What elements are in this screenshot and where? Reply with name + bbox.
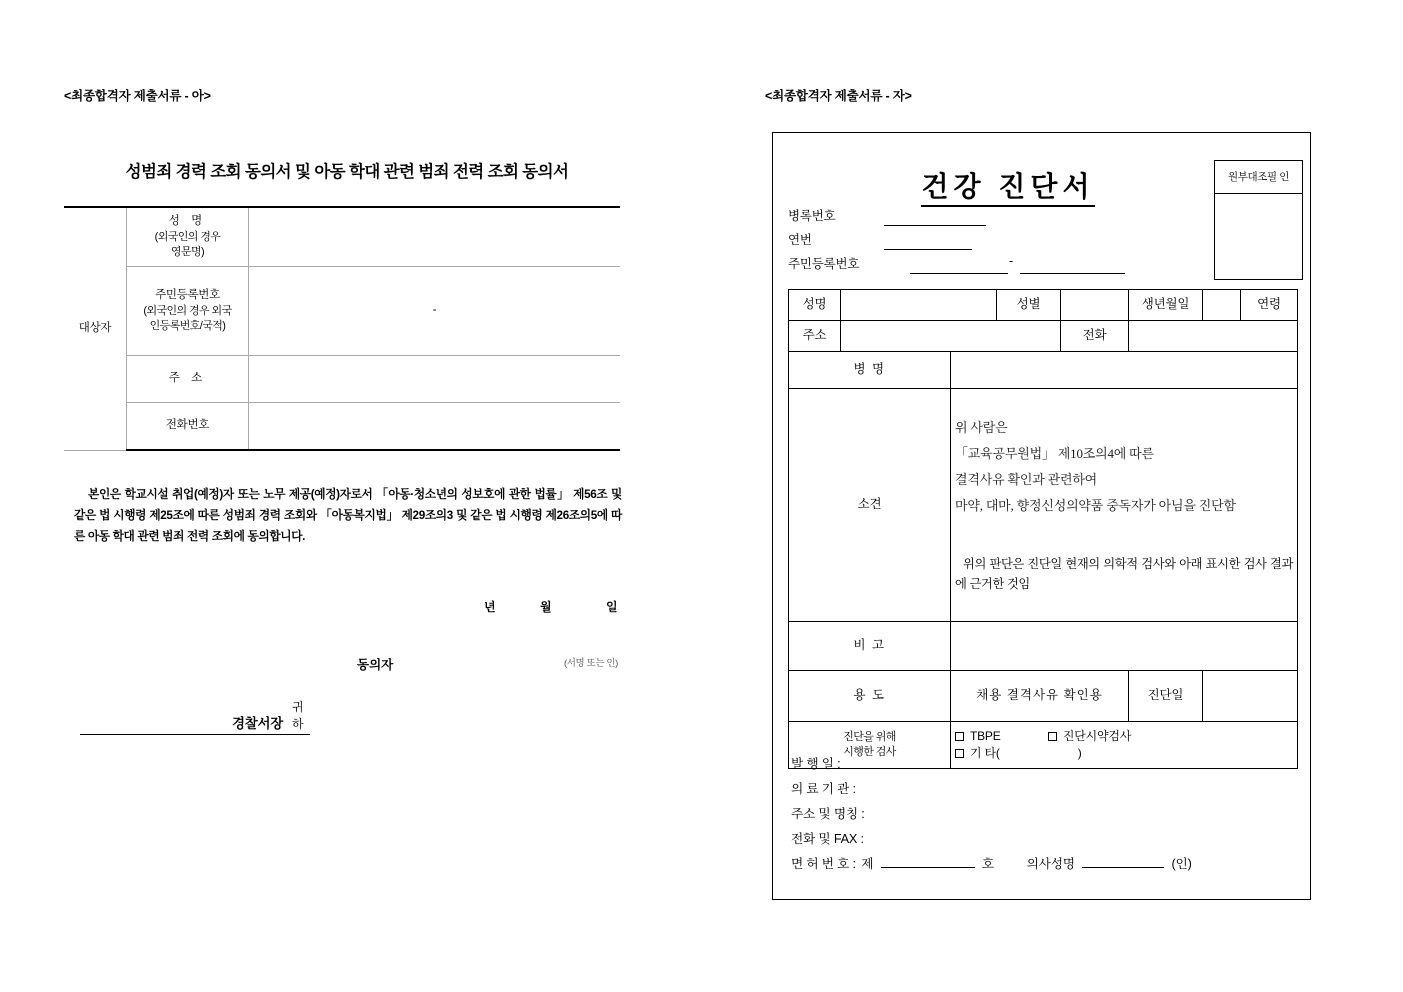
remarks-value[interactable] xyxy=(951,622,1298,671)
test-option-other-suffix: ) xyxy=(1077,746,1082,760)
rrn-label-cell xyxy=(127,267,249,356)
consent-subject-table xyxy=(64,206,620,451)
signer-label: 동의자 xyxy=(357,658,394,672)
chart-number-input[interactable] xyxy=(884,225,986,226)
name-label-cell xyxy=(127,207,249,267)
rrn-label-sub1: (외국인의 경우 외국 xyxy=(143,304,232,317)
license-number-label: 면 허 번 호 : xyxy=(791,857,856,871)
table-row xyxy=(789,352,1298,389)
right-document-tag: <최종합격자 제출서류 - 자> xyxy=(765,89,912,103)
table-row xyxy=(64,403,620,451)
opinion-value[interactable] xyxy=(951,389,1298,622)
name-label: 성명 xyxy=(789,290,841,321)
rrn-label-main: 주민등록번호 xyxy=(155,289,220,302)
issue-date-label: 발 행 일 : xyxy=(791,757,841,771)
phone-label-cell xyxy=(127,403,249,451)
table-row xyxy=(64,356,620,403)
health-certificate-table xyxy=(788,289,1298,769)
stamp-box-header: 원부대조필 인 xyxy=(1215,161,1302,194)
date-day-label: 일 xyxy=(606,600,618,614)
test-option-reagent-label: 진단시약검사 xyxy=(1062,728,1132,743)
resident-number-row xyxy=(788,254,1208,278)
table-row xyxy=(789,622,1298,671)
diagnosis-date-value[interactable] xyxy=(1203,671,1298,722)
stamp-box-area[interactable] xyxy=(1215,194,1302,280)
checkbox-icon[interactable] xyxy=(1048,732,1057,741)
chart-number-label: 병록번호 xyxy=(788,209,836,223)
opinion-line-2: 「교육공무원법」 제10조의4에 따른 xyxy=(955,446,1154,462)
recipient-office-label: 경찰서장 xyxy=(232,716,283,731)
table-row xyxy=(789,389,1298,622)
left-document-page xyxy=(0,0,701,992)
medical-institution-row xyxy=(791,778,1291,803)
consent-recipient-line xyxy=(80,700,310,735)
phone-value-cell[interactable] xyxy=(249,403,621,451)
resident-number-input-back[interactable] xyxy=(1020,273,1125,274)
certificate-id-fields xyxy=(788,206,1208,278)
institution-phone-row xyxy=(791,828,1291,853)
resident-number-input-front[interactable] xyxy=(910,273,1008,274)
health-certificate-title xyxy=(773,165,1243,205)
age-label: 연령 xyxy=(1241,290,1298,321)
doctor-name-input[interactable] xyxy=(1082,867,1164,868)
test-option-tbpe-label: TBPE xyxy=(970,728,1001,743)
institution-phone-label: 전화 및 FAX : xyxy=(791,832,864,846)
date-year-label: 년 xyxy=(484,600,496,614)
date-month-label: 월 xyxy=(540,600,552,614)
chart-number-row xyxy=(788,206,1208,230)
table-row xyxy=(64,207,620,267)
health-certificate-title-text: 건강 진단서 xyxy=(921,171,1094,207)
purpose-value: 채용 결격사유 확인용 xyxy=(951,671,1129,722)
consent-signer-line xyxy=(64,655,620,675)
signature-or-seal-note: (서명 또는 인) xyxy=(564,658,618,669)
table-row xyxy=(789,671,1298,722)
doctor-name-label: 의사성명 xyxy=(1026,857,1075,871)
diagnosis-date-label: 진단일 xyxy=(1129,671,1203,722)
birthdate-label: 생년월일 xyxy=(1129,290,1203,321)
resident-number-label: 주민등록번호 xyxy=(788,257,860,271)
serial-number-row xyxy=(788,230,1208,254)
opinion-label: 소견 xyxy=(789,389,951,622)
consent-form-title: 성범죄 경력 조회 동의서 및 아동 학대 관련 범죄 전력 조회 동의서 xyxy=(125,163,569,181)
health-certificate-frame xyxy=(772,132,1311,900)
test-option-reagent[interactable] xyxy=(1048,728,1131,745)
test-option-tbpe[interactable] xyxy=(955,728,1001,745)
original-verification-stamp-box xyxy=(1214,160,1303,280)
gender-label: 성별 xyxy=(997,290,1061,321)
gender-value[interactable] xyxy=(1061,290,1129,321)
disease-name-label: 병 명 xyxy=(789,352,951,389)
doctor-seal-label: (인) xyxy=(1171,857,1192,871)
right-document-page xyxy=(701,0,1403,992)
recipient-honorific-label: 귀하 xyxy=(292,700,304,731)
remarks-label: 비 고 xyxy=(789,622,951,671)
table-row xyxy=(64,267,620,356)
test-option-other-label: 기 타( xyxy=(970,746,1000,760)
left-document-tag: <최종합격자 제출서류 - 아> xyxy=(64,89,211,103)
birthdate-value[interactable] xyxy=(1203,290,1241,321)
subject-label-cell: 대상자 xyxy=(64,207,127,450)
tests-performed-label-line2: 시행한 검사 xyxy=(843,746,896,758)
rrn-value-cell[interactable]: - xyxy=(249,267,621,356)
certificate-issuer-fields xyxy=(791,753,1291,878)
license-number-unit: 호 xyxy=(981,857,994,871)
opinion-line-1: 위 사람은 xyxy=(955,420,1008,436)
tests-performed-label-line1: 진단을 위해 xyxy=(843,730,896,743)
medical-institution-label: 의 료 기 관 : xyxy=(791,782,856,796)
name-value-cell[interactable] xyxy=(249,207,621,267)
license-number-prefix: 제 xyxy=(861,857,874,871)
purpose-label: 용 도 xyxy=(789,671,951,722)
name-value[interactable] xyxy=(841,290,997,321)
address-value[interactable] xyxy=(841,321,1061,352)
opinion-text-block xyxy=(955,415,1293,519)
name-label-sub1: (외국인의 경우 xyxy=(154,230,221,243)
table-row xyxy=(789,290,1298,321)
opinion-line-4: 마약, 대마, 향정신성의약품 중독자가 아님을 진단함 xyxy=(955,498,1236,514)
phone-label: 전화 xyxy=(1061,321,1129,352)
resident-number-dash: - xyxy=(1009,254,1013,268)
consent-date-line xyxy=(64,598,620,616)
disease-name-value[interactable] xyxy=(951,352,1298,389)
serial-number-label: 연번 xyxy=(788,233,812,247)
address-value-cell[interactable] xyxy=(249,356,621,403)
table-row xyxy=(789,321,1298,352)
address-label-cell xyxy=(127,356,249,403)
serial-number-input[interactable] xyxy=(884,249,972,250)
name-label-sub2: 영문명) xyxy=(170,245,205,258)
opinion-basis-note: 위의 판단은 진단일 현재의 의학적 검사와 아래 표시한 검사 결과에 근거한 것임 xyxy=(955,557,1293,591)
license-number-row xyxy=(791,853,1291,878)
institution-address-row xyxy=(791,803,1291,828)
phone-value[interactable] xyxy=(1129,321,1298,352)
checkbox-icon[interactable] xyxy=(955,732,964,741)
address-label: 주소 xyxy=(789,321,841,352)
opinion-line-3: 결격사유 확인과 관련하여 xyxy=(955,472,1098,488)
license-number-input[interactable] xyxy=(881,867,975,868)
consent-body-paragraph: 본인은 학교시설 취업(예정)자 또는 노무 제공(예정)자로서 「아동·청소년의 성보호에 관한 법률」 제56조 및 같은 법 시행령 제25조에 따른 성범죄 경력 조회와 「아동복지법」 제29조의3 및 같은 법 시행령 제26조의5에 따른 아동 학대 관련 범죄 전력 조회에 동의합니다. xyxy=(74,488,622,543)
name-label-main: 성 명 xyxy=(168,215,207,228)
phone-label-main: 전화번호 xyxy=(165,419,210,432)
issue-date-row xyxy=(791,753,1291,778)
institution-address-label: 주소 및 명칭 : xyxy=(791,807,865,821)
rrn-label-sub2: 인등록번호/국적) xyxy=(149,319,226,332)
address-label-main: 주 소 xyxy=(168,372,207,385)
